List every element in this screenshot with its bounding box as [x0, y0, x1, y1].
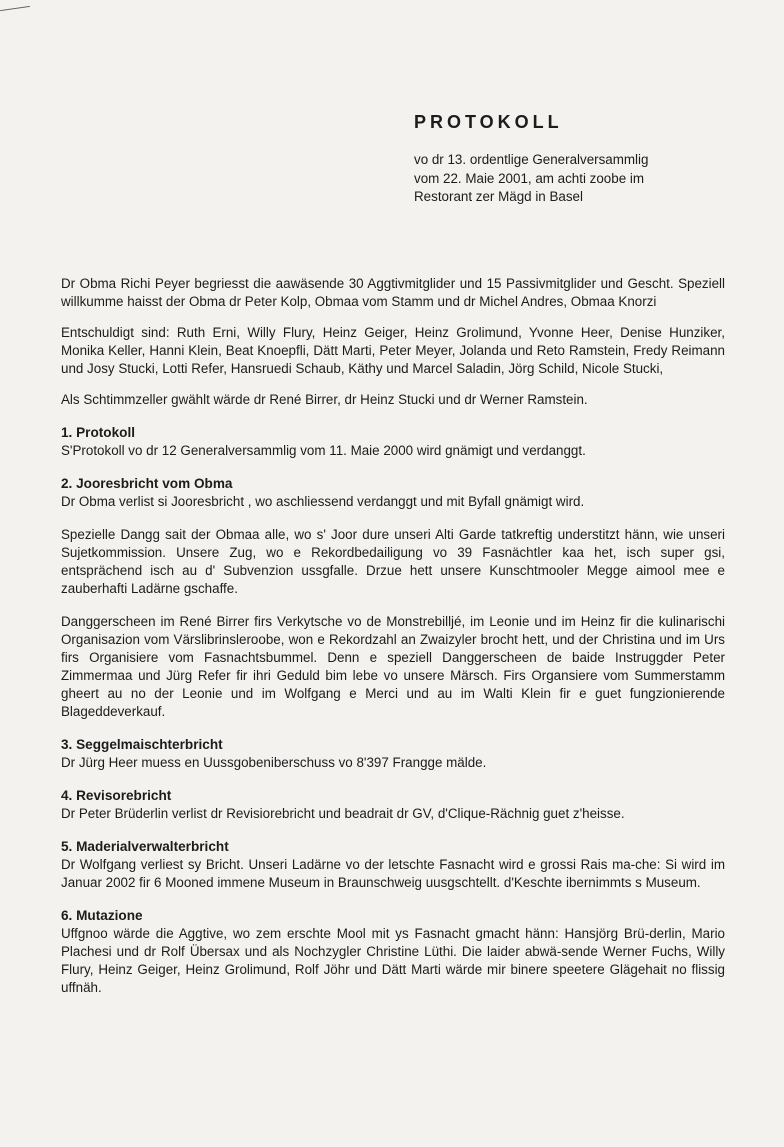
section-heading: 2. Jooresbricht vom Obma [61, 476, 233, 491]
thanks-paragraph: Spezielle Dangg sait der Obmaa alle, wo s' Joor dure unseri Alti Garde tatkreftig understitzt hänn, wie unseri Sujetkommission. Unsere Zug, wo e Rekordbedailigung vo 39 Fasnächtler kaa het, isch super gsi, entsprächend isch au d' Subvenzion ussgfalle. Drzue hett unsere Kunschtmooler Megge aimool mee e zauberhafti Ladärne gschaffe. [61, 527, 725, 596]
section-heading: 6. Mutazione [61, 908, 143, 923]
section-heading: 5. Maderialverwalterbricht [61, 839, 229, 854]
tellers-paragraph: Als Schtimmzeller gwählt wärde dr René Birrer, dr Heinz Stucki und dr Werner Ramstein. [61, 392, 588, 407]
section-mutazione [61, 907, 725, 997]
meeting-info-line: Restorant zer Mägd in Basel [414, 189, 583, 204]
corner-pen-mark [0, 6, 30, 11]
section-protokoll [61, 424, 725, 460]
section-heading: 3. Seggelmaischterbricht [61, 737, 223, 752]
section-text: Dr Wolfgang verliest sy Bricht. Unseri Ladärne vo der letschte Fasnacht wird e grossi Rais ma-che: Si wird im Januar 2002 fir 6 Mooned immene Museum in Braunschweig uusgschtellt. d'Keschte ibernimmts s Museum. [61, 857, 725, 890]
section-seggelmaischter [61, 736, 725, 772]
greeting-paragraph: Dr Obma Richi Peyer begriesst die aawäsende 30 Aggtivmitglider und 15 Passivmitglider und Gescht. Speziell willkumme haisst der Obma dr Peter Kolp, Obmaa vom Stamm und dr Michel Andres, Obmaa Knorzi [61, 276, 725, 309]
section-jooresbricht [61, 475, 725, 721]
section-text: Dr Peter Brüderlin verlist dr Revisiorebricht und beadrait dr GV, d'Clique-Rächnig guet z'heisse. [61, 806, 625, 821]
meeting-info-line: vom 22. Maie 2001, am achti zoobe im [414, 170, 644, 186]
protocol-body [61, 275, 725, 997]
thanks-paragraph: Danggerscheen im René Birrer firs Verkytsche vo de Monstrebilljé, im Leonie und im Heinz fir die kulinarischi Organisazion vom Värslibrinsleroobe, won e Rekordzahl an Zwaizyler brocht hett, und der Christina und im Urs firs Organisiere vom Fasnachtsbummel. Denn e speziell Danggerscheen de baide Instruggder Peter Zimmermaa und Jürg Refer fir ihri Geduld bim lebe vo unsere Märsch. Firs Organsiere vom Summerstamm gheert au no der Leonie und im Wolfgang e Merci und au im Walti Klein fir e guet fungzionierende Blageddeverkauf. [61, 614, 725, 719]
meeting-info-line: vo dr 13. ordentlige Generalversammlig [414, 152, 649, 167]
meeting-info [414, 151, 648, 207]
section-text: Uffgnoo wärde die Aggtive, wo zem erschte Mool mit ys Fasnacht gmacht hänn: Hansjörg Brü-derlin, Mario Plachesi und dr Rolf Übersax und als Nochzygler Christine Lüthi. Die laider abwä-sende Werner Fuchs, Willy Flury, Heinz Geiger, Heinz Grolimund, Rolf Jöhr und Dätt Marti wärde mir binere speetere Glägehait no flissig uffnäh. [61, 926, 725, 995]
section-text: S'Protokoll vo dr 12 Generalversammlig vom 11. Maie 2000 wird gnämigt und verdanggt. [61, 443, 586, 458]
section-heading: 1. Protokoll [61, 425, 136, 440]
section-revisore [61, 787, 725, 823]
section-text: Dr Obma verlist si Jooresbricht , wo aschliessend verdanggt und mit Byfall gnämigt wird. [61, 494, 585, 509]
document-title: PROTOKOLL [414, 112, 563, 132]
section-text: Dr Jürg Heer muess en Uussgobeniberschuss vo 8'397 Frangge mälde. [61, 755, 487, 770]
excused-paragraph: Entschuldigt sind: Ruth Erni, Willy Flury, Heinz Geiger, Heinz Grolimund, Yvonne Heer, Denise Hunziker, Monika Keller, Hanni Klein, Beat Knoepfli, Dätt Marti, Peter Meyer, Jolanda und Reto Ramstein, Fredy Reimann und Josy Stucki, Lotti Refer, Hansruedi Schaub, Käthy und Marcel Saladin, Jörg Schild, Nicole Stucki, [61, 325, 725, 376]
section-heading: 4. Revisorebricht [61, 788, 172, 803]
section-maderialverwalter [61, 838, 725, 892]
